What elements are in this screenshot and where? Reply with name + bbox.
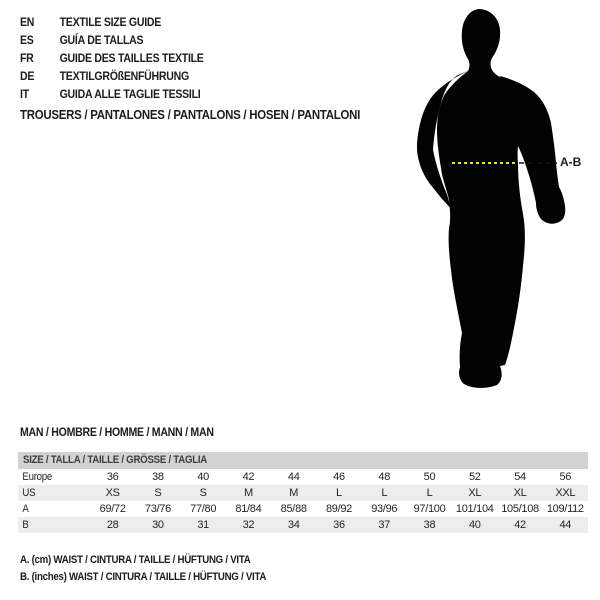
size-cell: 38 <box>423 519 436 531</box>
lang-label: GUIDE DES TAILLES TEXTILE <box>59 51 204 65</box>
size-cell: 56 <box>559 471 572 483</box>
row-label: Europe <box>22 471 53 483</box>
size-cell: 85/88 <box>280 503 307 515</box>
size-cell: 105/108 <box>501 503 539 515</box>
size-cell: S <box>199 487 207 499</box>
size-cell: 54 <box>514 471 526 483</box>
row-label: A <box>22 503 29 515</box>
footnote-list <box>20 552 300 586</box>
ab-measure-label: A-B <box>560 155 582 169</box>
size-cell: M <box>243 487 253 499</box>
size-cell: 40 <box>468 519 481 531</box>
lang-code: EN <box>20 15 35 29</box>
size-cell: 97/100 <box>413 503 446 515</box>
size-table <box>18 452 588 533</box>
lang-code: FR <box>20 51 34 65</box>
footnote-a: A. (cm) WAIST / CINTURA / TAILLE / HÜFTUNG / VITA <box>20 554 251 566</box>
size-cell: 40 <box>197 471 209 483</box>
man-silhouette-body <box>437 9 538 388</box>
table-row-us <box>18 485 588 501</box>
size-cell: 36 <box>333 519 345 531</box>
lang-code: IT <box>20 87 29 101</box>
size-cell: 46 <box>333 471 345 483</box>
lang-label: TEXTILE SIZE GUIDE <box>59 15 162 29</box>
size-cell: 93/96 <box>371 503 398 515</box>
size-cell: 42 <box>514 519 526 531</box>
lang-label: GUÍA DE TALLAS <box>59 33 144 47</box>
size-cell: L <box>426 487 433 499</box>
row-label: B <box>22 519 29 531</box>
category-title: TROUSERS / PANTALONES / PANTALONS / HOSEN / PANTALONI <box>20 107 361 122</box>
size-cell: 42 <box>242 471 255 483</box>
size-cell: 50 <box>423 471 436 483</box>
section-title: MAN / HOMBRE / HOMME / MANN / MAN <box>20 425 214 439</box>
size-cell: 36 <box>106 471 119 483</box>
size-cell: 101/104 <box>455 503 494 515</box>
row-label: US <box>22 487 36 499</box>
size-cell: M <box>289 487 299 499</box>
table-row-europe <box>18 469 588 485</box>
size-cell: 34 <box>287 519 300 531</box>
size-cell: XL <box>468 487 482 499</box>
size-cell: 31 <box>197 519 209 531</box>
size-cell: S <box>154 487 162 499</box>
size-cell: 77/80 <box>190 503 217 515</box>
size-table-header-label: SIZE / TALLA / TAILLE / GRÖSSE / TAGLIA <box>23 454 208 466</box>
size-cell: 30 <box>152 519 164 531</box>
footnote-b: B. (inches) WAIST / CINTURA / TAILLE / HÜFTUNG / VITA <box>20 571 267 583</box>
size-cell: L <box>381 487 388 499</box>
size-cell: 32 <box>242 519 255 531</box>
size-cell: 28 <box>106 519 119 531</box>
size-cell: 48 <box>378 471 391 483</box>
size-cell: 109/112 <box>546 503 584 515</box>
lang-label: GUIDA ALLE TAGLIE TESSILI <box>59 87 201 101</box>
size-cell: L <box>336 487 342 499</box>
size-cell: 37 <box>378 519 391 531</box>
size-cell: 38 <box>152 471 164 483</box>
lang-label: TEXTILGRÖßENFÜHRUNG <box>59 69 189 83</box>
size-cell: 69/72 <box>99 503 126 515</box>
size-table-rows <box>18 469 588 533</box>
table-row-a <box>18 501 588 517</box>
size-cell: XL <box>513 487 527 499</box>
size-cell: 89/92 <box>325 503 352 515</box>
table-row-b <box>18 517 588 533</box>
size-cell: 44 <box>287 471 300 483</box>
size-cell: XXL <box>555 487 576 499</box>
lang-code: ES <box>20 33 34 47</box>
size-table-header <box>18 452 588 469</box>
size-cell: 81/84 <box>235 503 262 515</box>
size-cell: XS <box>105 487 120 499</box>
size-cell: 44 <box>559 519 572 531</box>
size-cell: 73/76 <box>144 503 171 515</box>
lang-code: DE <box>20 69 35 83</box>
size-cell: 52 <box>468 471 481 483</box>
